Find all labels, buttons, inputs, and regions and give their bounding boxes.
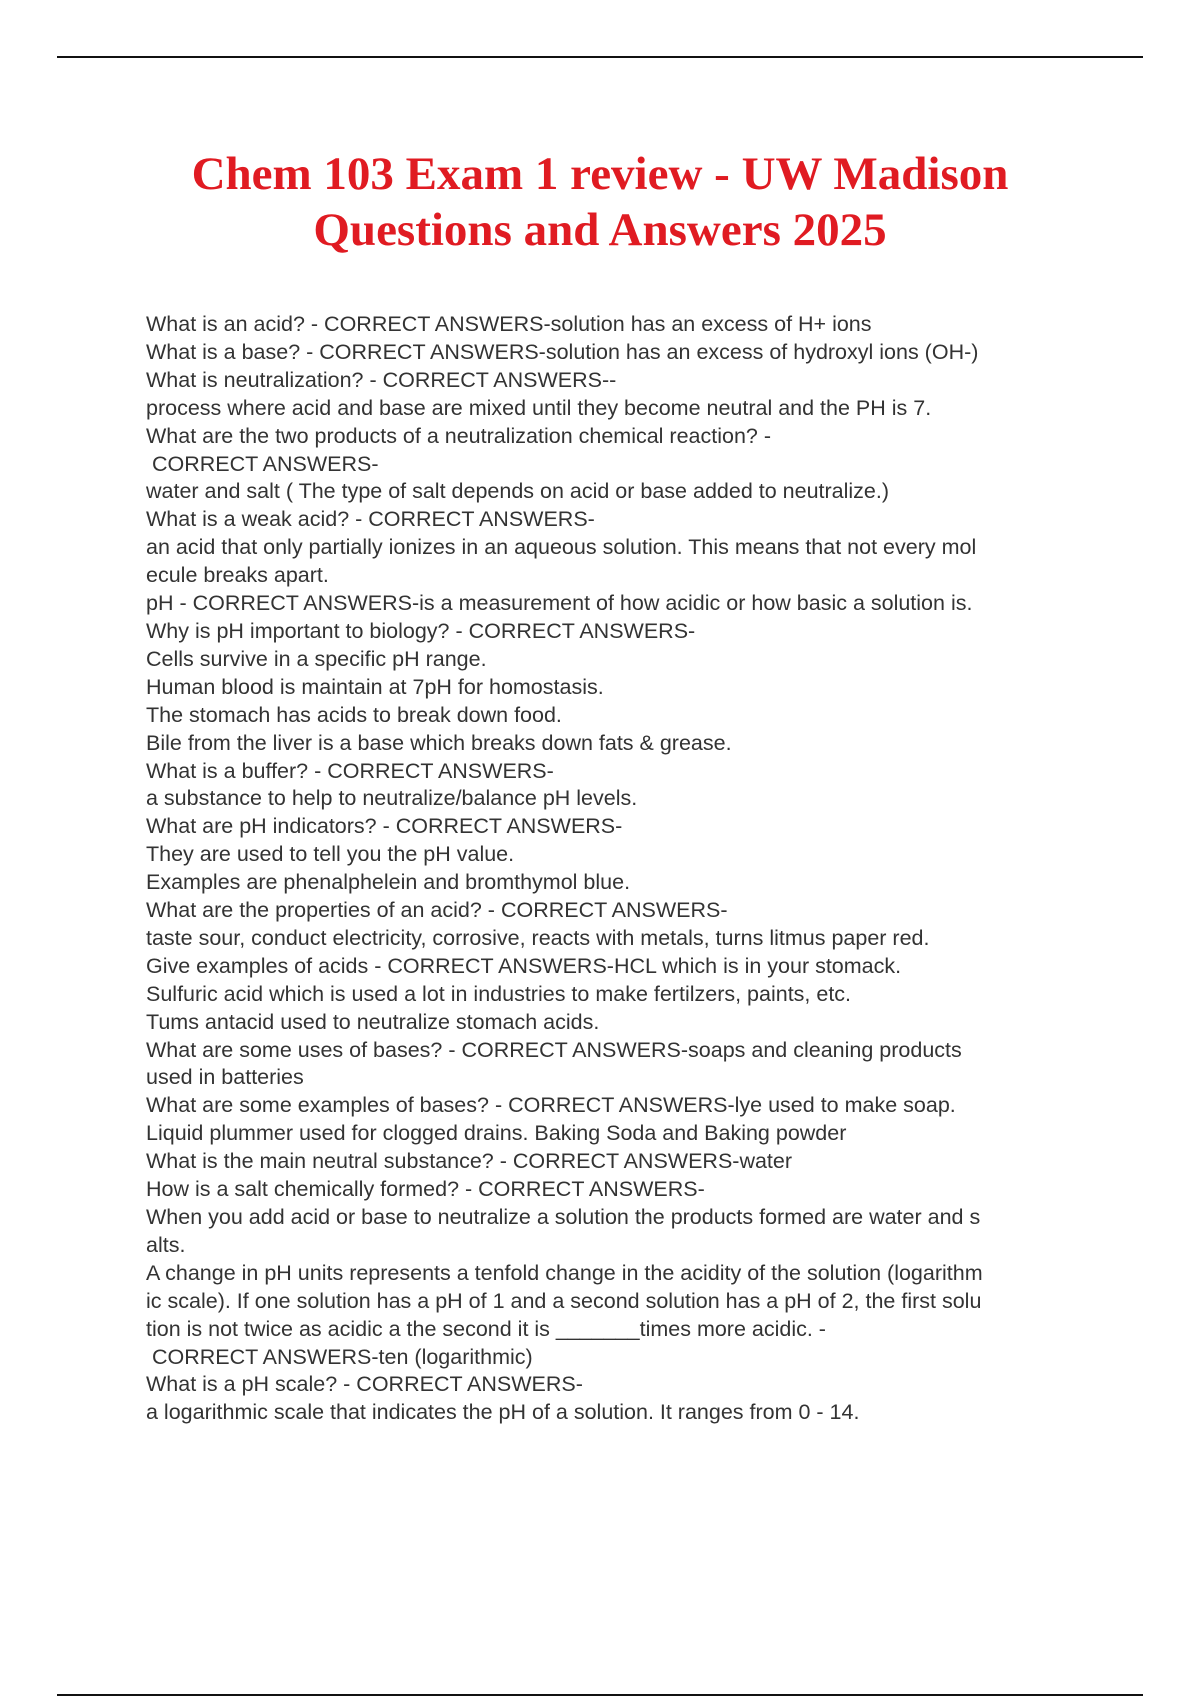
text-line: Examples are phenalphelein and bromthymol blue. [146,870,631,895]
text-line: ic scale). If one solution has a pH of 1 and a second solution has a pH of 2, the first solu [146,1288,982,1313]
text-line: What are some uses of bases? - CORRECT ANSWERS-soaps and cleaning products [146,1037,962,1062]
text-line: water and salt ( The type of salt depends on acid or base added to neutralize.) [146,479,890,504]
text-line: a logarithmic scale that indicates the pH of a solution. It ranges from 0 - 14. [146,1400,860,1425]
text-line: Sulfuric acid which is used a lot in industries to make fertilzers, paints, etc. [146,981,852,1006]
text-line: What are some examples of bases? - CORRECT ANSWERS-lye used to make soap. [146,1093,956,1118]
text-line: an acid that only partially ionizes in an aqueous solution. This means that not every mol [146,535,977,560]
text-line: taste sour, conduct electricity, corrosive, reacts with metals, turns litmus paper red. [146,925,930,950]
bottom-divider [57,1694,1143,1696]
text-line: What is a buffer? - CORRECT ANSWERS- [146,758,554,783]
text-line: How is a salt chemically formed? - CORRECT ANSWERS- [146,1177,705,1202]
text-line: alts. [146,1232,186,1257]
text-line: What is neutralization? - CORRECT ANSWERS-- [146,367,617,392]
document-title [0,146,1200,258]
text-line: The stomach has acids to break down food. [146,702,562,727]
text-line: CORRECT ANSWERS-ten (logarithmic) [146,1344,533,1369]
text-line: What are pH indicators? - CORRECT ANSWERS- [146,814,623,839]
text-line: What is a base? - CORRECT ANSWERS-solution has an excess of hydroxyl ions (OH-) [146,339,979,364]
text-line: Give examples of acids - CORRECT ANSWERS-HCL which is in your stomack. [146,953,902,978]
text-line: CORRECT ANSWERS- [146,451,379,476]
text-line: What is the main neutral substance? - CORRECT ANSWERS-water [146,1149,793,1174]
text-line: Bile from the liver is a base which breaks down fats & grease. [146,730,732,755]
document-title-line-2: Questions and Answers 2025 [313,204,887,256]
text-line: process where acid and base are mixed until they become neutral and the PH is 7. [146,395,932,420]
text-line: Why is pH important to biology? - CORRECT ANSWERS- [146,618,696,643]
text-line: They are used to tell you the pH value. [146,842,515,867]
text-line: Tums antacid used to neutralize stomach acids. [146,1009,600,1034]
text-line: A change in pH units represents a tenfold change in the acidity of the solution (logarithm [146,1260,983,1285]
text-line: used in batteries [146,1065,304,1090]
text-line: What are the properties of an acid? - CORRECT ANSWERS- [146,898,728,923]
text-line: What is an acid? - CORRECT ANSWERS-solution has an excess of H+ ions [146,312,872,336]
text-line: a substance to help to neutralize/balance pH levels. [146,786,638,811]
text-line: What is a weak acid? - CORRECT ANSWERS- [146,507,595,532]
text-line: What are the two products of a neutralization chemical reaction? - [146,423,772,448]
text-line: What is a pH scale? - CORRECT ANSWERS- [146,1372,583,1397]
document-title-line-1: Chem 103 Exam 1 review - UW Madison [191,148,1009,200]
text-line: ecule breaks apart. [146,563,329,588]
text-line: tion is not twice as acidic a the second it is _______times more acidic. - [146,1316,826,1341]
qa-content [146,311,1096,1427]
text-line: pH - CORRECT ANSWERS-is a measurement of how acidic or how basic a solution is. [146,591,973,616]
text-line: Liquid plummer used for clogged drains. Baking Soda and Baking powder [146,1121,847,1146]
text-line: Human blood is maintain at 7pH for homostasis. [146,674,604,699]
text-line: Cells survive in a specific pH range. [146,646,487,671]
text-line: When you add acid or base to neutralize a solution the products formed are water and s [146,1205,981,1229]
top-divider [57,56,1143,58]
